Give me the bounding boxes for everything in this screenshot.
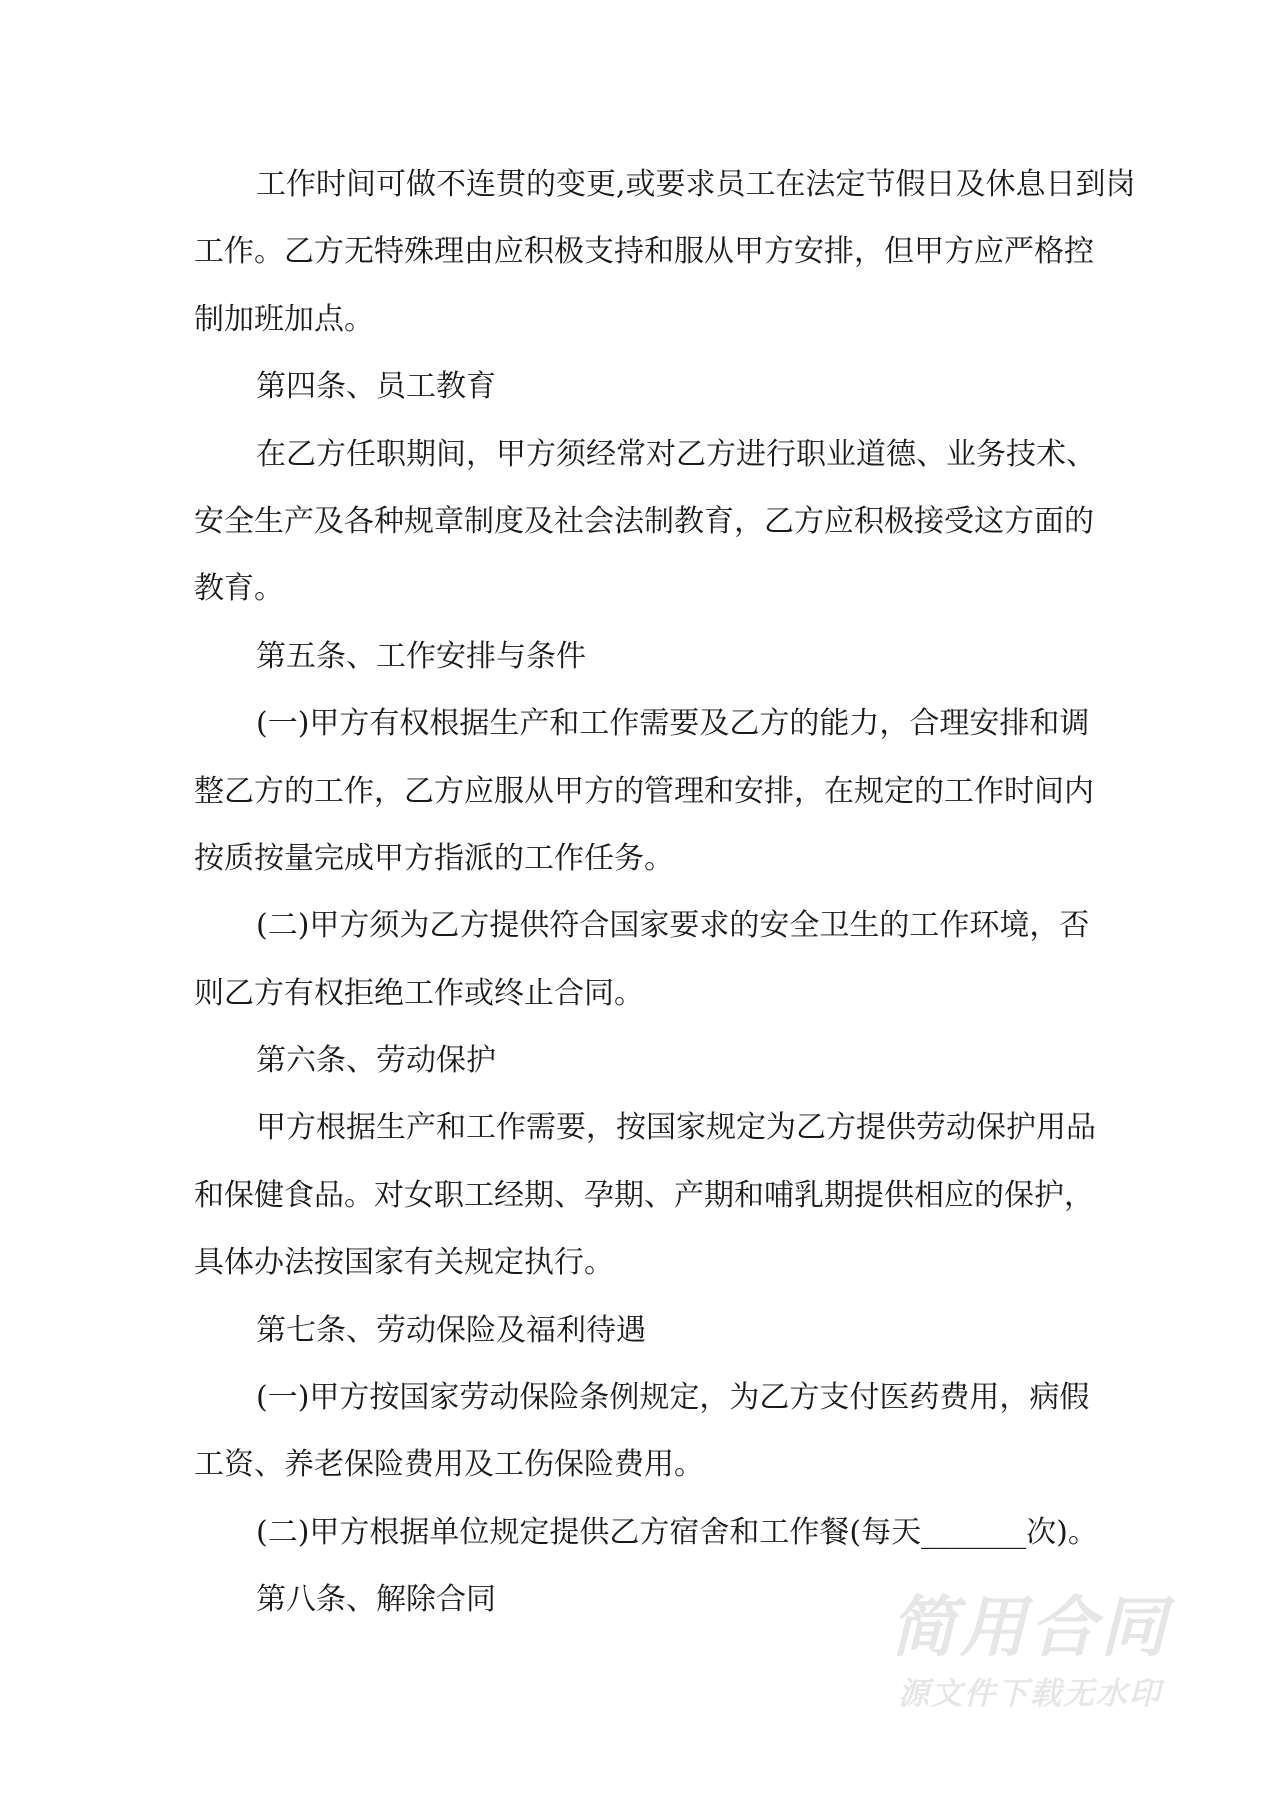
paragraph — [194, 1103, 1096, 1305]
watermark-subtitle: 源文件下载无水印 — [898, 1676, 1162, 1712]
text-line: 安全生产及各种规章制度及社会法制教育，乙方应积极接受这方面的 — [194, 503, 1094, 539]
paragraph — [194, 699, 1094, 901]
paragraph — [194, 1508, 1098, 1575]
paragraph — [194, 1036, 1085, 1103]
paragraph — [194, 1373, 1090, 1508]
text-line: 第七条、劳动保险及福利待遇 — [256, 1312, 646, 1348]
text-line: 第六条、劳动保护 — [256, 1043, 496, 1079]
text-line: 制加班加点。 — [194, 301, 374, 337]
text-line: 工作。乙方无特殊理由应积极支持和服从甲方安排，但甲方应严格控 — [194, 234, 1094, 270]
watermark-title: 简用合同 — [890, 1589, 1170, 1666]
text-line: 工作时间可做不连贯的变更,或要求员工在法定节假日及休息日到岗 — [256, 167, 1136, 202]
text-line: 第四条、员工教育 — [256, 369, 496, 405]
text-line: 和保健食品。对女职工经期、孕期、产期和哺乳期提供相应的保护， — [194, 1177, 1094, 1213]
paragraph — [194, 901, 1090, 1036]
text-line: 第五条、工作安排与条件 — [256, 638, 586, 674]
text-line: 整乙方的工作，乙方应服从甲方的管理和安排，在规定的工作时间内 — [194, 773, 1094, 809]
text-line: (二)甲方须为乙方提供符合国家要求的安全卫生的工作环境，否 — [256, 908, 1090, 944]
text-line: (一)甲方有权根据生产和工作需要及乙方的能力，合理安排和调 — [256, 706, 1090, 742]
text-line: (一)甲方按国家劳动保险条例规定，为乙方支付医药费用，病假 — [256, 1380, 1090, 1416]
paragraph — [194, 632, 1085, 699]
paragraph — [194, 362, 1085, 429]
text-line: 工资、养老保险费用及工伤保险费用。 — [194, 1447, 704, 1483]
paragraph — [194, 160, 1136, 362]
text-line: 按质按量完成甲方指派的工作任务。 — [194, 840, 674, 876]
text-line: 在乙方任职期间，甲方须经常对乙方进行职业道德、业务技术、 — [256, 436, 1096, 472]
paragraph — [194, 430, 1096, 632]
text-line: 甲方根据生产和工作需要，按国家规定为乙方提供劳动保护用品 — [256, 1110, 1096, 1146]
paragraph — [194, 1306, 1085, 1373]
text-line: 则乙方有权拒绝工作或终止合同。 — [194, 975, 644, 1011]
text-line: 具体办法按国家有关规定执行。 — [194, 1245, 614, 1281]
watermark — [880, 1588, 1180, 1714]
text-line: 第八条、解除合同 — [256, 1582, 496, 1618]
text-line: 教育。 — [194, 571, 284, 607]
text-line: (二)甲方根据单位规定提供乙方宿舍和工作餐(每天_______次)。 — [256, 1514, 1098, 1550]
